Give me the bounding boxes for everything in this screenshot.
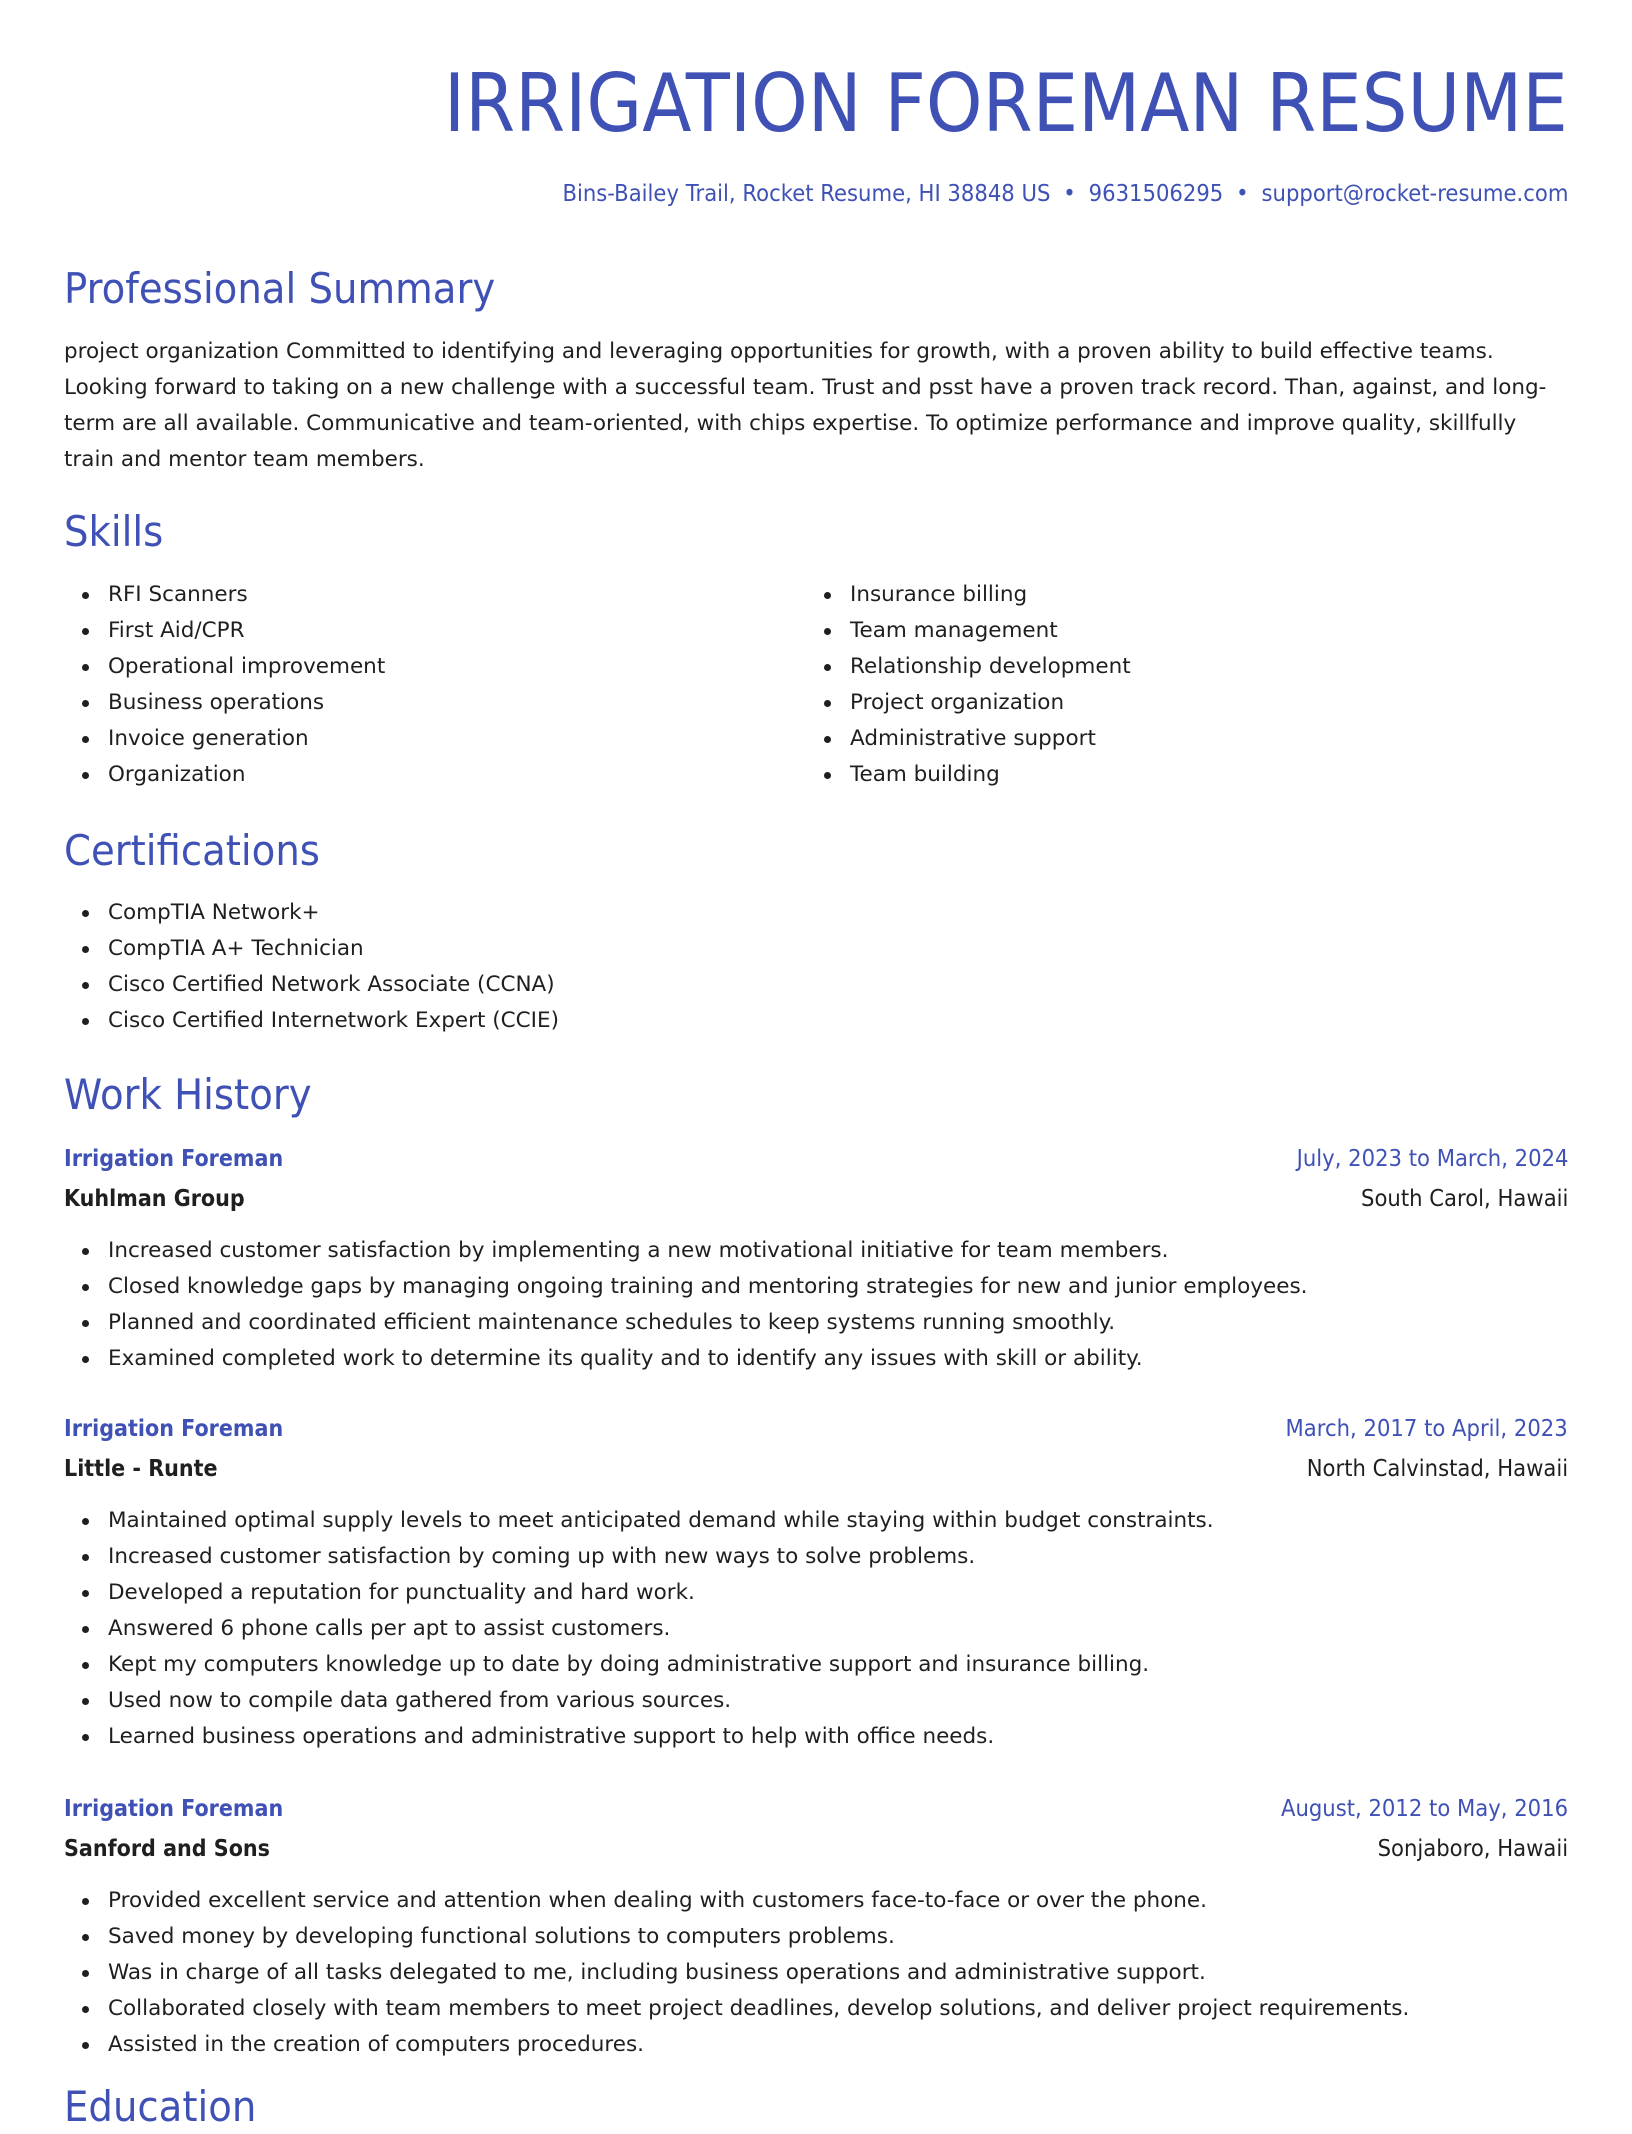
certification-item: CompTIA A+ Technician: [108, 931, 559, 967]
job-company: Little - Runte: [64, 1456, 218, 1482]
job-dates: March, 2017 to April, 2023: [1285, 1416, 1568, 1442]
job-bullet: Used now to compile data gathered from various sources.: [108, 1683, 1214, 1719]
summary-text: project organization Committed to identifying and leveraging opportunities for growth, with a proven ability to build effective teams. Looking forward to taking on a new challenge with a successful team. Trust and psst have a proven track record. Than, against, and long-term are all available. Communicative and team-oriented, with chips expertise. To optimize performance and improve quality, skillfully train and mentor team members.: [64, 339, 1547, 472]
certification-item: CompTIA Network+: [108, 895, 559, 931]
job-bullets: [64, 1883, 1409, 2063]
skill-item: Operational improvement: [108, 649, 385, 685]
education-heading: Education: [64, 2082, 257, 2131]
job-company: Sanford and Sons: [64, 1836, 271, 1862]
job-header: [64, 1411, 1568, 1447]
job-header: [64, 1141, 1568, 1177]
job-dates: August, 2012 to May, 2016: [1280, 1796, 1568, 1822]
skill-item: First Aid/CPR: [108, 613, 385, 649]
skill-item: RFI Scanners: [108, 577, 385, 613]
job-bullet: Maintained optimal supply levels to meet anticipated demand while staying within budget constraints.: [108, 1503, 1214, 1539]
job-bullet: Was in charge of all tasks delegated to me, including business operations and administrative support.: [108, 1955, 1409, 1991]
job-title: Irrigation Foreman: [64, 1146, 284, 1172]
contact-line: [562, 178, 1568, 210]
skills-list-right: [806, 577, 1131, 793]
certification-item: Cisco Certified Internetwork Expert (CCIE): [108, 1003, 559, 1039]
job-subheader: [64, 1831, 1568, 1867]
skill-item: Invoice generation: [108, 721, 385, 757]
job-bullet: Saved money by developing functional solutions to computers problems.: [108, 1919, 1409, 1955]
contact-separator: •: [1235, 181, 1249, 207]
job-subheader: [64, 1451, 1568, 1487]
job-title: Irrigation Foreman: [64, 1796, 284, 1822]
skill-item: Insurance billing: [850, 577, 1131, 613]
job-bullet: Answered 6 phone calls per apt to assist customers.: [108, 1611, 1214, 1647]
job-bullet: Developed a reputation for punctuality and hard work.: [108, 1575, 1214, 1611]
work-history-heading: Work History: [64, 1070, 312, 1119]
skill-item: Team building: [850, 757, 1131, 793]
skills-heading: Skills: [64, 507, 164, 556]
job-bullet: Increased customer satisfaction by coming up with new ways to solve problems.: [108, 1539, 1214, 1575]
contact-phone[interactable]: 9631506295: [1088, 181, 1223, 207]
page-title: IRRIGATION FOREMAN RESUME: [444, 57, 1568, 150]
job-bullet: Planned and coordinated efficient maintenance schedules to keep systems running smoothly.: [108, 1305, 1308, 1341]
job-bullet: Examined completed work to determine its quality and to identify any issues with skill or ability.: [108, 1341, 1308, 1377]
job-bullets: [64, 1233, 1308, 1377]
job-dates: July, 2023 to March, 2024: [1296, 1146, 1568, 1172]
skill-item: Relationship development: [850, 649, 1131, 685]
job-bullet: Increased customer satisfaction by implementing a new motivational initiative for team members.: [108, 1233, 1308, 1269]
skill-item: Project organization: [850, 685, 1131, 721]
skill-item: Business operations: [108, 685, 385, 721]
job-bullets: [64, 1503, 1214, 1755]
contact-separator: •: [1062, 181, 1076, 207]
skill-item: Team management: [850, 613, 1131, 649]
skill-item: Administrative support: [850, 721, 1131, 757]
skill-item: Organization: [108, 757, 385, 793]
certifications-heading: Certifications: [64, 826, 320, 875]
job-bullet: Kept my computers knowledge up to date by doing administrative support and insurance billing.: [108, 1647, 1214, 1683]
contact-email[interactable]: support@rocket-resume.com: [1261, 181, 1568, 207]
job-location: South Carol, Hawaii: [1360, 1186, 1568, 1212]
job-bullet: Assisted in the creation of computers procedures.: [108, 2027, 1409, 2063]
job-bullet: Learned business operations and administrative support to help with office needs.: [108, 1719, 1214, 1755]
job-location: Sonjaboro, Hawaii: [1377, 1836, 1568, 1862]
certification-item: Cisco Certified Network Associate (CCNA): [108, 967, 559, 1003]
job-subheader: [64, 1181, 1568, 1217]
job-company: Kuhlman Group: [64, 1186, 245, 1212]
skills-list-left: [64, 577, 385, 793]
job-bullet: Collaborated closely with team members to meet project deadlines, develop solutions, and deliver project requirements.: [108, 1991, 1409, 2027]
summary-heading: Professional Summary: [64, 264, 496, 313]
job-bullet: Closed knowledge gaps by managing ongoing training and mentoring strategies for new and junior employees.: [108, 1269, 1308, 1305]
job-location: North Calvinstad, Hawaii: [1306, 1456, 1568, 1482]
job-bullet: Provided excellent service and attention when dealing with customers face-to-face or over the phone.: [108, 1883, 1409, 1919]
contact-address: Bins-Bailey Trail, Rocket Resume, HI 38848 US: [562, 181, 1050, 207]
job-header: [64, 1791, 1568, 1827]
job-title: Irrigation Foreman: [64, 1416, 284, 1442]
certifications-list: [64, 895, 559, 1039]
